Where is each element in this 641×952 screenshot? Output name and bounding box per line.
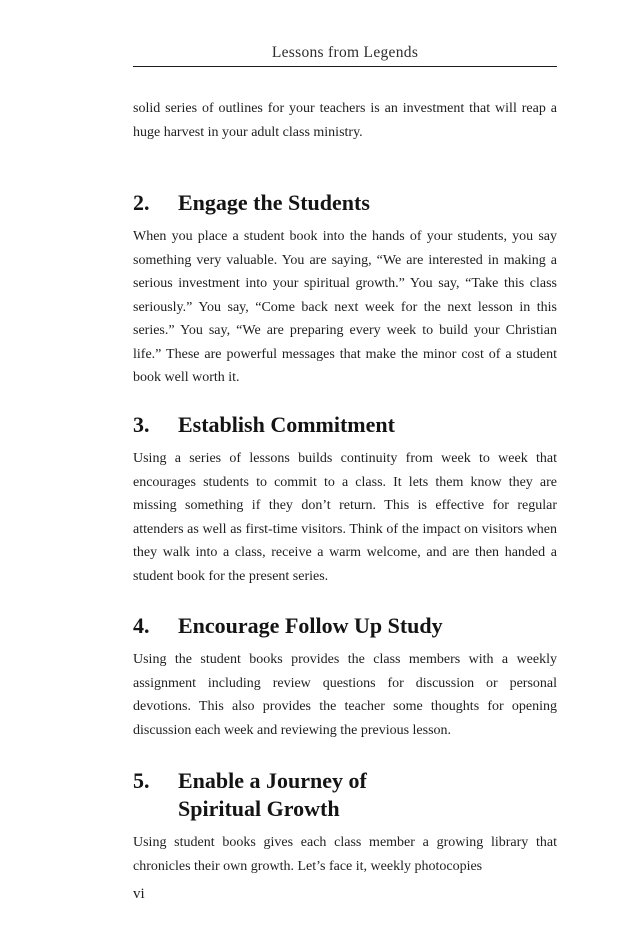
- intro-paragraph: solid series of outlines for your teachers is an investment that will reap a huge harvest in your adult class ministry.: [133, 101, 557, 140]
- section-number: 5.: [133, 768, 150, 793]
- section-heading: [133, 767, 557, 823]
- section-body: Using student books gives each class member a growing library that chronicles their own growth. Let’s face it, weekly photocopies: [133, 835, 557, 874]
- section-number: 3.: [133, 412, 150, 437]
- section-body: When you place a student book into the hands of your students, you say something very valuable. You are saying, “We are interested in making a serious investment into your spiritual growth.” You say, “Take this class seriously.” You say, “Come back next week for the next lesson in this series.” You say, “We are preparing every week to build your Christian life.” These are powerful messages that make the minor cost of a student book well worth it.: [133, 229, 557, 385]
- page-number: vi: [133, 886, 145, 902]
- section-title: Engage the Students: [178, 190, 370, 215]
- section-title: Establish Commitment: [178, 412, 395, 437]
- section-title: Encourage Follow Up Study: [178, 613, 443, 638]
- header-rule: [133, 66, 557, 67]
- section-heading: [133, 612, 557, 640]
- section-body: Using a series of lessons builds continuity from week to week that encourages students to commit to a class. It lets them know they are missing something if they don’t return. This is effective for regular attenders as well as first-time visitors. Think of the impact on visitors when they walk into a class, receive a warm welcome, and are then handed a student book for the present series.: [133, 451, 557, 584]
- running-header-title: Lessons from Legends: [271, 44, 419, 61]
- section-establish-commitment: [133, 411, 557, 588]
- section-encourage-follow-up-study: [133, 612, 557, 742]
- section-body: Using the student books provides the class members with a weekly assignment including review questions for discussion or personal devotions. This also provides the teacher some thoughts for opening discussion each week and reviewing the previous lesson.: [133, 652, 557, 738]
- section-title: Enable a Journey of Spiritual Growth: [178, 768, 367, 821]
- section-number: 2.: [133, 190, 150, 215]
- section-number: 4.: [133, 613, 150, 638]
- section-heading: [133, 411, 557, 439]
- section-heading: [133, 189, 557, 217]
- section-enable-a-journey-of-spiritual-growth: [133, 767, 557, 878]
- section-engage-the-students: [133, 189, 557, 390]
